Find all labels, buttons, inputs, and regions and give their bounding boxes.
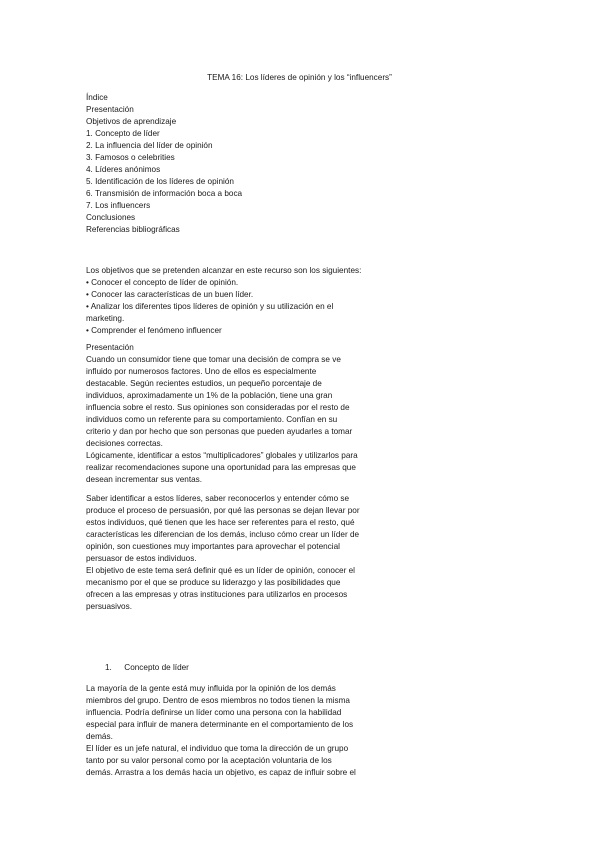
- identification-paragraph: [86, 493, 361, 613]
- toc-item: Conclusiones: [86, 213, 136, 222]
- toc-item: 6. Transmisión de información boca a boca: [86, 189, 243, 198]
- section-line: El líder es un jefe natural, el individuo que toma la dirección de un grupo: [86, 744, 349, 753]
- objectives-line: • Conocer el concepto de líder de opinión.: [86, 278, 239, 287]
- toc-item: 2. La influencia del líder de opinión: [86, 141, 213, 150]
- section-line: tanto por su valor personal como por la aceptación voluntaria de los: [86, 756, 332, 765]
- toc-item: Índice: [86, 93, 108, 102]
- section-line: La mayoría de la gente está muy influida por la opinión de los demás: [86, 684, 336, 693]
- section-line: demás. Arrastra a los demás hacia un objetivo, es capaz de influir sobre el: [86, 768, 356, 777]
- section-line: demás.: [86, 732, 113, 741]
- presentation-line: desean incrementar sus ventas.: [86, 475, 203, 484]
- paragraph-line: persuasor de estos individuos.: [86, 554, 197, 563]
- toc-item: 1. Concepto de líder: [86, 129, 160, 138]
- section-number: 1.: [105, 663, 112, 672]
- presentation-section: [86, 342, 361, 486]
- objectives-line: Los objetivos que se pretenden alcanzar en este recurso son los siguientes:: [86, 266, 362, 275]
- paragraph-line: opinión, son cuestiones muy importantes para aprovechar el potencial: [86, 542, 340, 551]
- section-line: especial para influir de manera determinante en el comportamiento de los: [86, 720, 354, 729]
- toc-item: Objetivos de aprendizaje: [86, 117, 177, 126]
- paragraph-line: mecanismo por el que se produce su liderazgo y las posibilidades que: [86, 578, 341, 587]
- paragraph-line: produce el proceso de persuasión, por qué las personas se dejan llevar por: [86, 506, 360, 515]
- presentation-line: Lógicamente, identificar a estos “multiplicadores” globales y utilizarlos para: [86, 451, 358, 460]
- presentation-line: individuos como un referente para su comportamiento. Confían en su: [86, 415, 338, 424]
- objectives-section: [86, 265, 361, 337]
- presentation-heading: Presentación: [86, 343, 134, 352]
- paragraph-line: características les diferencian de los demás, incluso cómo crear un líder de: [86, 530, 360, 539]
- paragraph-line: estos individuos, qué tienen que les hace ser referentes para el resto, qué: [86, 518, 355, 527]
- paragraph-line: El objetivo de este tema será definir qué es un líder de opinión, conocer el: [86, 566, 355, 575]
- toc-item: 5. Identificación de los líderes de opinión: [86, 177, 234, 186]
- toc-item: Presentación: [86, 105, 134, 114]
- section-title: Concepto de líder: [124, 663, 189, 672]
- toc-item: 7. Los influencers: [86, 201, 151, 210]
- section-heading: [105, 662, 189, 674]
- leader-concept-section: [86, 683, 361, 779]
- section-line: miembros del grupo. Dentro de esos miembros no todos tienen la misma: [86, 696, 350, 705]
- objectives-line: • Comprender el fenómeno influencer: [86, 326, 222, 335]
- objectives-line: • Analizar los diferentes tipos líderes de opinión y su utilización en el: [86, 302, 334, 311]
- presentation-line: destacable. Según recientes estudios, un pequeño porcentaje de: [86, 379, 322, 388]
- paragraph-line: Saber identificar a estos líderes, saber reconocerlos y entender cómo se: [86, 494, 350, 503]
- section-line: influencia. Podría definirse un líder como una persona con la habilidad: [86, 708, 342, 717]
- presentation-line: Cuando un consumidor tiene que tomar una decisión de compra se ve: [86, 355, 341, 364]
- objectives-line: marketing.: [86, 314, 125, 323]
- paragraph-line: ofrecen a las empresas y otras instituciones para utilizarlos en procesos: [86, 590, 348, 599]
- presentation-line: individuos, aproximadamente un 1% de la población, tiene una gran: [86, 391, 333, 400]
- objectives-line: • Conocer las características de un buen líder.: [86, 290, 254, 299]
- presentation-line: criterio y dan por hecho que son personas que pueden ayudarles a tomar: [86, 427, 353, 436]
- presentation-line: influencia sobre el resto. Sus opiniones son consideradas por el resto de: [86, 403, 350, 412]
- toc-item: 3. Famosos o celebrities: [86, 153, 175, 162]
- table-of-contents: [86, 92, 361, 236]
- toc-item: Referencias bibliográficas: [86, 225, 180, 234]
- toc-item: 4. Líderes anónimos: [86, 165, 161, 174]
- presentation-line: influido por numerosos factores. Uno de ellos es especialmente: [86, 367, 317, 376]
- paragraph-line: persuasivos.: [86, 602, 132, 611]
- presentation-line: realizar recomendaciones supone una oportunidad para las empresas que: [86, 463, 356, 472]
- document-title: TEMA 16: Los líderes de opinión y los “influencers”: [207, 73, 392, 82]
- presentation-line: decisiones correctas.: [86, 439, 163, 448]
